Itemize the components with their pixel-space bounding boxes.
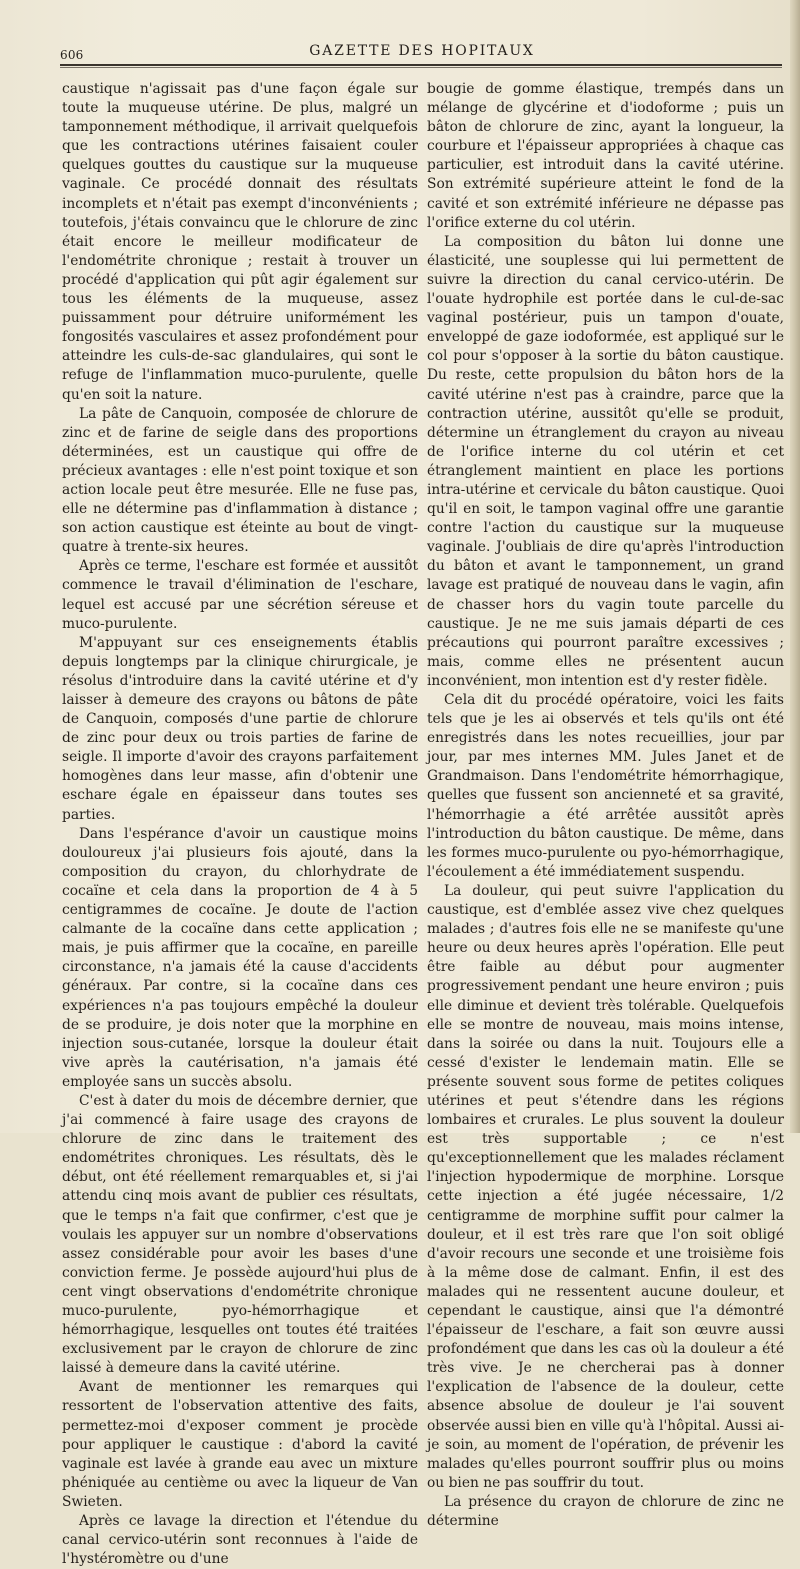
running-title: GAZETTE DES HOPITAUX <box>309 43 535 59</box>
paragraph-left-2: La pâte de Canquoin, composée de chlorure de zinc et de farine de seigle dans des proportions déterminées, est un caustique qui offre de précieux avantages : elle n'est point toxique et son action locale peut être mesurée. Elle ne fuse pas, elle ne détermine pas d'inflammation à distance ; son action caustique est éteinte au bout de vingt-quatre à trente-six heures. <box>62 405 418 556</box>
paragraph-right-3: Cela dit du procédé opératoire, voici les faits tels que je les ai observés et tels qu'ils ont été enregistrés dans les notes recueillies, jour par jour, par mes internes MM. Jules Janet et de Grandmaison. Dans l'endométrite hémorrhagique, quelles que fussent son ancienneté et sa gravité, l'hémorrhagie a été arrêtée aussitôt après l'introduction du bâton caustique. De même, dans les formes muco-purulente ou pyo-hémorrhagique, l'écoulement a été immédiatement suspendu. <box>427 692 784 880</box>
paragraph-right-4: La douleur, qui peut suivre l'application du caustique, est d'emblée assez vive chez quelques malades ; d'autres fois elle ne se manifeste qu'une heure ou deux heures après l'opération. Elle peut être faible au début pour augmenter progressivement pendant une heure environ ; puis elle diminue et devient très tolérable. Quelquefois elle se montre de nouveau, mais moins intense, dans la soirée ou dans la nuit. Toujours elle a cessé d'exister le lendemain matin. Elle se présente souvent sous forme de petites coliques utérines et peut s'étendre dans les régions lombaires et crurales. Le plus souvent la douleur est très supportable ; ce n'est qu'exceptionnellement que les malades réclament l'injection hypodermique de morphine. Lorsque cette injection a été jugée nécessaire, 1/2 centigramme de morphine suffit pour calmer la douleur, et il est très rare que l'on soit obligé d'avoir recours une seconde et une troisième fois à la même dose de calmant. Enfin, il est des malades qui ne ressentent aucune douleur, et cependant le caustique, ainsi que l'a démontré l'épaisseur de l'eschare, a fait son œuvre aussi profondément que dans les cas où la douleur a été très vive. Je ne chercherai pas à donner l'explication de l'absence de la douleur, cette absence absolue de douleur je l'ai souvent observée aussi bien en ville qu'à l'hôpital. Aussi ai-je soin, au moment de l'opération, de prévenir les malades qu'elles pourront souffrir plus ou moins ou bien ne pas souffrir du tout. <box>427 882 784 1491</box>
paragraph-left-3: Après ce terme, l'eschare est formée et aussitôt commence le travail d'élimination de l'eschare, lequel est accusé par une sécrétion séreuse et muco-purulente. <box>62 558 418 632</box>
paragraph-right-1: bougie de gomme élastique, trempés dans un mélange de glycérine et d'iodoforme ; puis un bâton de chlorure de zinc, ayant la longueur, la courbure et l'épaisseur appropriées à chaque cas particulier, est introduit dans la cavité utérine. Son extrémité supérieure atteint le fond de la cavité et son extrémité inférieure ne dépasse pas l'orifice externe du col utérin. <box>427 81 784 231</box>
page-header <box>58 42 786 64</box>
paragraph-left-6: C'est à dater du mois de décembre dernier, que j'ai commencé à faire usage des crayons de chlorure de zinc dans le traitement des endométrites chroniques. Les résultats, dès le début, ont été réellement remarquables et, si j'ai attendu cinq mois avant de publier ces résultats, que le temps n'a fait que confirmer, c'est que je voulais les appuyer sur un nombre d'observations assez considérable pour avoir les bases d'une conviction ferme. Je possède aujourd'hui plus de cent vingt observations d'endométrite chronique muco-purulente, pyo-hémorrhagique et hémorrhagique, lesquelles ont toutes été traitées exclusivement par le crayon de chlorure de zinc laissé à demeure dans la cavité utérine. <box>62 1092 418 1377</box>
paragraph-left-8: Après ce lavage la direction et l'étendue du canal cervico-utérin sont reconnues à l'aide de l'hystéromètre ou d'une <box>62 1513 418 1568</box>
right-text-column <box>427 80 784 1530</box>
header-rule-thin <box>60 67 782 68</box>
paragraph-left-1: caustique n'agissait pas d'une façon égale sur toute la muqueuse utérine. De plus, malgré un tamponnement méthodique, il arrivait quelquefois que les contractions utérines faisaient couler quelques gouttes du caustique sur la muqueuse vaginale. Ce procédé donnait des résultats incomplets et n'était pas exempt d'inconvénients ; toutefois, j'étais convaincu que le chlorure de zinc était encore le meilleur modificateur de l'endométrite chronique ; restait à trouver un procédé d'application qui pût agir également sur tous les éléments de la muqueuse, assez puissamment pour détruire uniformément les fongosités vasculaires et assez profondément pour atteindre les culs-de-sac glandulaires, qui sont le refuge de l'inflammation muco-purulente, quelle qu'en soit la nature. <box>62 81 418 403</box>
paragraph-right-2: La composition du bâton lui donne une élasticité, une souplesse qui lui permettent de suivre la direction du canal cervico-utérin. De l'ouate hydrophile est portée dans le cul-de-sac vaginal postérieur, puis un tampon d'ouate, enveloppé de gaze iodoformée, est appliqué sur le col pour s'opposer à la sortie du bâton caustique. Du reste, cette propulsion du bâton hors de la cavité utérine n'est pas à craindre, parce que la contraction utérine, aussitôt qu'elle se produit, détermine un étranglement du crayon au niveau de l'orifice interne du col utérin et cet étranglement maintient en place les portions intra-utérine et cervicale du bâton caustique. Quoi qu'il en soit, le tampon vaginal offre une garantie contre l'action du caustique sur la muqueuse vaginale. J'oubliais de dire qu'après l'introduction du bâton et avant le tamponnement, un grand lavage est pratiqué de nouveau dans le vagin, afin de chasser hors du vagin toute parcelle du caustique. Je ne me suis jamais départi de ces précautions qui pourront paraître excessives ; mais, comme elles ne présentent aucun inconvénient, mon intention est d'y rester fidèle. <box>427 233 784 689</box>
left-text-column <box>62 80 418 1568</box>
page-binding-edge <box>790 0 800 1133</box>
paragraph-right-5: La présence du crayon de chlorure de zinc ne détermine <box>427 1493 784 1530</box>
header-rule-thick <box>60 64 782 66</box>
page-number: 606 <box>60 48 84 62</box>
paragraph-left-7: Avant de mentionner les remarques qui ressortent de l'observation attentive des faits, permettez-moi d'exposer comment je procède pour appliquer le caustique : d'abord la cavité vaginale est lavée à grande eau avec un mixture phéniquée au centième ou avec la liqueur de Van Swieten. <box>62 1379 418 1510</box>
paragraph-left-4: M'appuyant sur ces enseignements établis depuis longtemps par la clinique chirurgicale, je résolus d'introduire dans la cavité utérine et d'y laisser à demeure des crayons ou bâtons de pâte de Canquoin, composés d'une partie de chlorure de zinc pour deux ou trois parties de farine de seigle. Il importe d'avoir des crayons parfaitement homogènes dans leur masse, afin d'obtenir une eschare égale en épaisseur dans toutes ses parties. <box>62 634 418 823</box>
paragraph-left-5: Dans l'espérance d'avoir un caustique moins douloureux j'ai plusieurs fois ajouté, dans la composition du crayon, du chlorhydrate de cocaïne et cela dans la proportion de 4 à 5 centigrammes de cocaïne. Je doute de l'action calmante de la cocaïne dans cette application ; mais, je puis affirmer que la cocaïne, en pareille circonstance, n'a jamais été la cause d'accidents généraux. Par contre, si la cocaïne dans ces expériences n'a pas toujours empêché la douleur de se produire, je dois noter que la morphine en injection sous-cutanée, lorsque la douleur était vive après la cautérisation, n'a jamais été employée sans un succès absolu. <box>62 825 418 1090</box>
